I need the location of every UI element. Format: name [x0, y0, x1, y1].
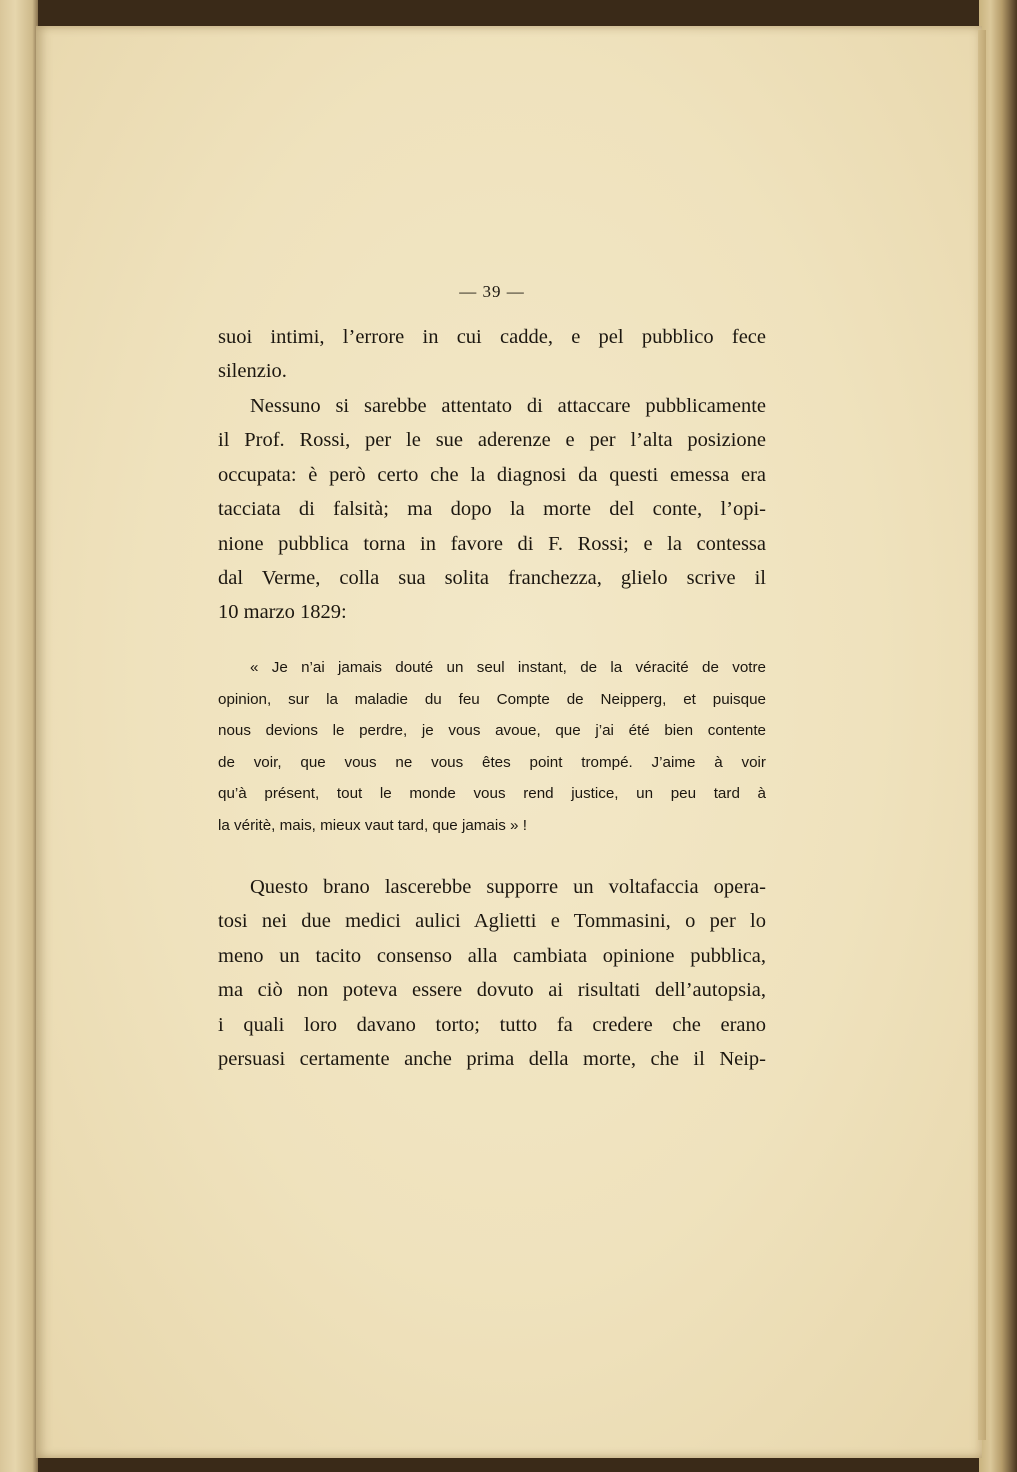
quote-line: nous devions le perdre, je vous avoue, que j’ai été bien contente — [218, 722, 766, 740]
page-edge-stack — [978, 30, 986, 1440]
text-line: il Prof. Rossi, per le sue aderenze e per l’alta posizione — [218, 429, 766, 452]
previous-page-edge — [0, 0, 38, 1472]
text-line: tacciata di falsità; ma dopo la morte del conte, l’opi- — [218, 498, 766, 521]
text-line: i quali loro davano torto; tutto fa credere che erano — [218, 1013, 766, 1036]
text-line: 10 marzo 1829: — [218, 601, 347, 624]
text-line: occupata: è però certo che la diagnosi da questi emessa era — [218, 463, 766, 486]
quote-line: de voir, que vous ne vous êtes point trompé. J’aime à voir — [218, 753, 766, 771]
text-line: ma ciò non poteva essere dovuto ai risultati dell’autopsia, — [218, 979, 766, 1002]
text-line: nione pubblica torna in favore di F. Rossi; e la contessa — [218, 532, 766, 555]
french-quotation — [218, 652, 766, 842]
text-line: Nessuno si sarebbe attentato di attaccare pubblicamente — [250, 395, 766, 417]
text-line: tosi nei due medici aulici Aglietti e Tommasini, o per lo — [218, 910, 766, 933]
paragraph-1 — [218, 320, 766, 389]
quote-line: opinion, sur la maladie du feu Compte de Neipperg, et puisque — [218, 690, 766, 708]
quote-line: qu’à présent, tout le monde vous rend justice, un peu tard à — [218, 785, 766, 803]
paragraph-2 — [218, 389, 766, 630]
text-line: Questo brano lascerebbe supporre un voltafaccia opera- — [250, 876, 766, 898]
quote-line: « Je n’ai jamais douté un seul instant, de la véracité de votre — [250, 659, 766, 676]
text-line: silenzio. — [218, 360, 287, 383]
text-line: suoi intimi, l’errore in cui cadde, e pel pubblico fece — [218, 326, 766, 348]
text-line: persuasi certamente anche prima della morte, che il Neip- — [218, 1048, 766, 1071]
text-line: dal Verme, colla sua solita franchezza, glielo scrive il — [218, 567, 766, 590]
paragraph-3 — [218, 870, 766, 1076]
text-line: meno un tacito consenso alla cambiata opinione pubblica, — [218, 944, 766, 967]
page-number: — 39 — — [459, 282, 525, 301]
quote-line: la véritè, mais, mieux vaut tard, que jamais » ! — [218, 816, 527, 834]
